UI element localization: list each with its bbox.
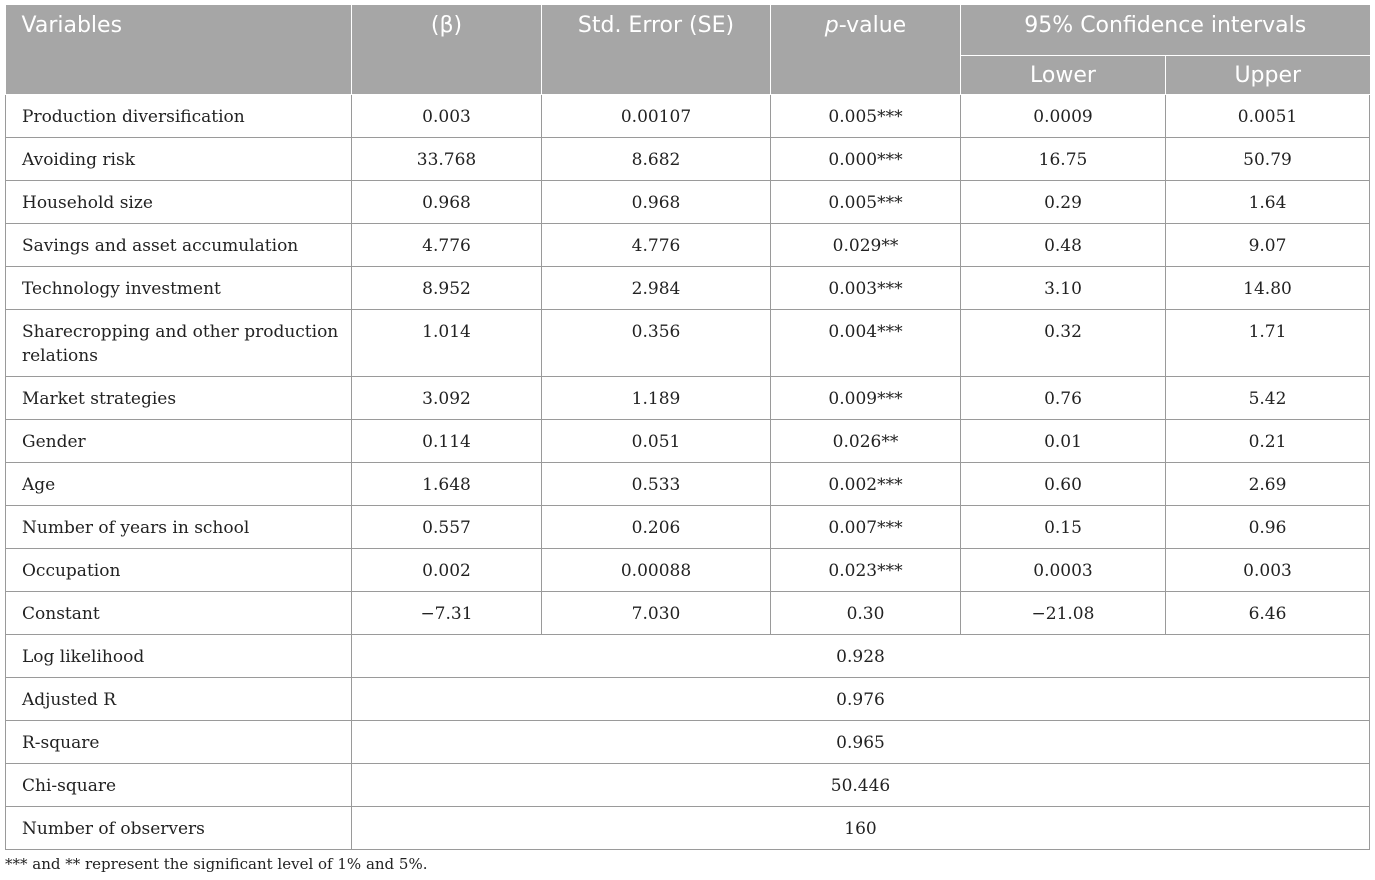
p-value-cell: 0.007*** <box>771 506 961 549</box>
ci-upper-cell: 0.003 <box>1166 549 1370 592</box>
std-error-cell: 2.984 <box>542 267 771 310</box>
row-label: Sharecropping and other production relations <box>6 310 352 377</box>
header-variables: Variables <box>6 5 352 95</box>
ci-lower-cell: 16.75 <box>961 138 1166 181</box>
table-footnote: *** and ** represent the significant level of 1% and 5%. <box>5 855 428 873</box>
p-value-cell: 0.009*** <box>771 377 961 420</box>
table-body <box>6 95 1370 850</box>
p-value-cell: 0.003*** <box>771 267 961 310</box>
beta-cell: 33.768 <box>352 138 542 181</box>
p-value-cell: 0.002*** <box>771 463 961 506</box>
summary-row <box>6 807 1370 850</box>
ci-upper-cell: 2.69 <box>1166 463 1370 506</box>
p-value-cell: 0.023*** <box>771 549 961 592</box>
table-row <box>6 95 1370 138</box>
std-error-cell: 4.776 <box>542 224 771 267</box>
ci-lower-cell: 0.29 <box>961 181 1166 224</box>
std-error-cell: 0.051 <box>542 420 771 463</box>
summary-value: 50.446 <box>352 764 1370 807</box>
table-row <box>6 377 1370 420</box>
ci-upper-cell: 9.07 <box>1166 224 1370 267</box>
std-error-cell: 8.682 <box>542 138 771 181</box>
summary-label: Adjusted R <box>6 678 352 721</box>
summary-label: Number of observers <box>6 807 352 850</box>
summary-label: Log likelihood <box>6 635 352 678</box>
table-row <box>6 181 1370 224</box>
summary-label: Chi-square <box>6 764 352 807</box>
header-p-rest: -value <box>838 13 907 38</box>
row-label: Occupation <box>6 549 352 592</box>
summary-value: 160 <box>352 807 1370 850</box>
ci-lower-cell: 0.32 <box>961 310 1166 377</box>
ci-upper-cell: 14.80 <box>1166 267 1370 310</box>
row-label: Avoiding risk <box>6 138 352 181</box>
p-value-cell: 0.30 <box>771 592 961 635</box>
beta-cell: 8.952 <box>352 267 542 310</box>
ci-lower-cell: 0.0009 <box>961 95 1166 138</box>
beta-cell: 1.648 <box>352 463 542 506</box>
header-beta: (β) <box>352 5 542 95</box>
ci-lower-cell: 3.10 <box>961 267 1166 310</box>
beta-cell: 0.002 <box>352 549 542 592</box>
row-label: Gender <box>6 420 352 463</box>
row-label: Market strategies <box>6 377 352 420</box>
table-row <box>6 592 1370 635</box>
summary-value: 0.928 <box>352 635 1370 678</box>
summary-row <box>6 678 1370 721</box>
table-row <box>6 267 1370 310</box>
summary-row <box>6 635 1370 678</box>
table-row <box>6 420 1370 463</box>
header-confidence-intervals: 95% Confidence intervals <box>961 5 1370 56</box>
row-label: Household size <box>6 181 352 224</box>
header-upper: Upper <box>1166 56 1370 95</box>
header-p-italic: p <box>824 13 839 38</box>
table-row <box>6 549 1370 592</box>
table-row <box>6 138 1370 181</box>
ci-upper-cell: 1.64 <box>1166 181 1370 224</box>
std-error-cell: 0.206 <box>542 506 771 549</box>
ci-lower-cell: 0.0003 <box>961 549 1166 592</box>
ci-upper-cell: 50.79 <box>1166 138 1370 181</box>
beta-cell: 0.003 <box>352 95 542 138</box>
ci-lower-cell: −21.08 <box>961 592 1166 635</box>
table-row <box>6 506 1370 549</box>
ci-lower-cell: 0.15 <box>961 506 1166 549</box>
p-value-cell: 0.026** <box>771 420 961 463</box>
beta-cell: 0.114 <box>352 420 542 463</box>
beta-cell: 1.014 <box>352 310 542 377</box>
table-header <box>6 5 1370 95</box>
header-p-value <box>771 5 961 95</box>
header-std-error: Std. Error (SE) <box>542 5 771 95</box>
regression-table <box>5 5 1370 850</box>
p-value-cell: 0.004*** <box>771 310 961 377</box>
table-row <box>6 310 1370 377</box>
ci-lower-cell: 0.48 <box>961 224 1166 267</box>
summary-value: 0.965 <box>352 721 1370 764</box>
std-error-cell: 0.00107 <box>542 95 771 138</box>
header-lower: Lower <box>961 56 1166 95</box>
ci-upper-cell: 6.46 <box>1166 592 1370 635</box>
beta-cell: 0.968 <box>352 181 542 224</box>
table-row <box>6 463 1370 506</box>
row-label: Savings and asset accumulation <box>6 224 352 267</box>
beta-cell: −7.31 <box>352 592 542 635</box>
ci-upper-cell: 5.42 <box>1166 377 1370 420</box>
p-value-cell: 0.000*** <box>771 138 961 181</box>
ci-lower-cell: 0.01 <box>961 420 1166 463</box>
beta-cell: 4.776 <box>352 224 542 267</box>
ci-upper-cell: 0.21 <box>1166 420 1370 463</box>
regression-table-container <box>5 5 1369 850</box>
row-label: Constant <box>6 592 352 635</box>
p-value-cell: 0.029** <box>771 224 961 267</box>
row-label: Technology investment <box>6 267 352 310</box>
ci-lower-cell: 0.76 <box>961 377 1166 420</box>
p-value-cell: 0.005*** <box>771 181 961 224</box>
row-label: Age <box>6 463 352 506</box>
ci-lower-cell: 0.60 <box>961 463 1166 506</box>
beta-cell: 3.092 <box>352 377 542 420</box>
table-row <box>6 224 1370 267</box>
p-value-cell: 0.005*** <box>771 95 961 138</box>
summary-row <box>6 764 1370 807</box>
ci-upper-cell: 0.0051 <box>1166 95 1370 138</box>
std-error-cell: 0.533 <box>542 463 771 506</box>
row-label: Production diversification <box>6 95 352 138</box>
std-error-cell: 0.00088 <box>542 549 771 592</box>
ci-upper-cell: 1.71 <box>1166 310 1370 377</box>
std-error-cell: 0.968 <box>542 181 771 224</box>
beta-cell: 0.557 <box>352 506 542 549</box>
summary-row <box>6 721 1370 764</box>
std-error-cell: 0.356 <box>542 310 771 377</box>
ci-upper-cell: 0.96 <box>1166 506 1370 549</box>
row-label: Number of years in school <box>6 506 352 549</box>
std-error-cell: 7.030 <box>542 592 771 635</box>
summary-value: 0.976 <box>352 678 1370 721</box>
summary-label: R-square <box>6 721 352 764</box>
std-error-cell: 1.189 <box>542 377 771 420</box>
